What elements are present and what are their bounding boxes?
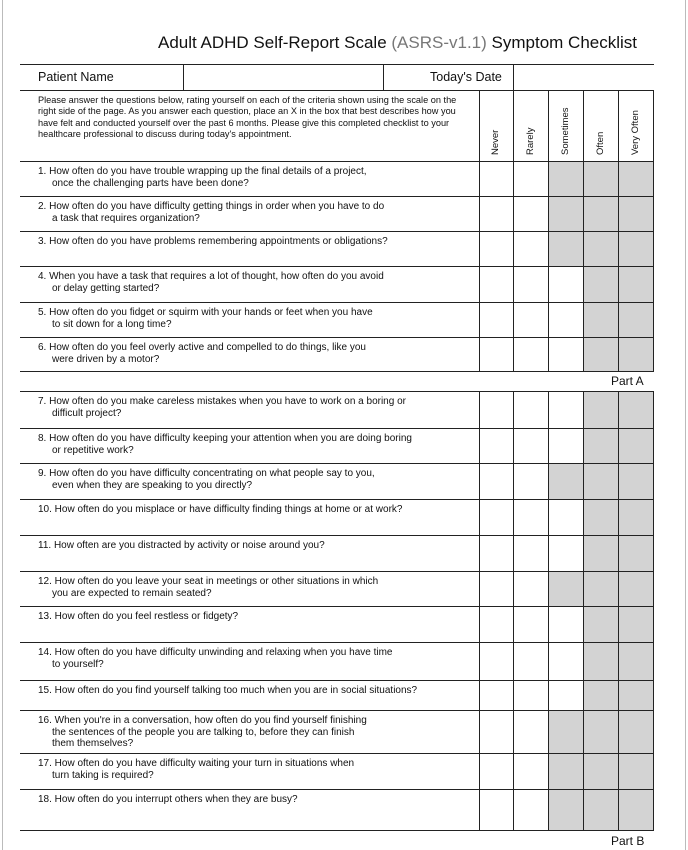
row-rule [20, 535, 654, 536]
answer-box-q16-often[interactable] [584, 711, 618, 753]
answer-box-q3-sometimes[interactable] [549, 232, 583, 266]
question-text-line: 17. How often do you have difficulty waiting your turn in situations when [38, 758, 355, 769]
answer-box-q13-very-often[interactable] [619, 607, 653, 642]
column-rule [583, 161, 584, 371]
question-text-line: difficult project? [52, 407, 122, 419]
row-rule [20, 789, 654, 790]
answer-box-q9-often[interactable] [584, 464, 618, 499]
answer-box-q18-rarely[interactable] [514, 790, 548, 830]
page-title: Adult ADHD Self-Report Scale (ASRS-v1.1) Symptom Checklist [158, 33, 638, 52]
column-rule [653, 391, 654, 830]
question-15 [38, 685, 468, 697]
question-text-line: 2. How often do you have difficulty getting things in order when you have to do [38, 201, 385, 212]
answer-box-q4-sometimes[interactable] [549, 267, 583, 302]
question-6 [38, 342, 468, 365]
answer-box-q13-never[interactable] [480, 607, 513, 642]
column-header-sometimes: Sometimes [559, 107, 571, 155]
answer-box-q9-sometimes[interactable] [549, 464, 583, 499]
answer-box-q13-rarely[interactable] [514, 607, 548, 642]
answer-box-q4-very-often[interactable] [619, 267, 653, 302]
question-text-line: 3. How often do you have problems remembering appointments or obligations? [38, 236, 388, 247]
todays-date-label: Today's Date [430, 70, 502, 84]
answer-box-q18-never[interactable] [480, 790, 513, 830]
question-text-line: even when they are speaking to you directly? [52, 479, 253, 491]
answer-box-q5-sometimes[interactable] [549, 303, 583, 337]
answer-box-q2-very-often[interactable] [619, 197, 653, 231]
answer-box-q1-sometimes[interactable] [549, 162, 583, 196]
row-rule [20, 642, 654, 643]
question-text-line: 16. When you're in a conversation, how often do you find yourself finishing [38, 715, 367, 726]
answer-box-q10-often[interactable] [584, 500, 618, 535]
question-3 [38, 236, 468, 248]
answer-box-q7-often[interactable] [584, 392, 618, 428]
answer-box-q17-never[interactable] [480, 754, 513, 789]
question-11 [38, 540, 468, 552]
row-rule [20, 753, 654, 754]
answer-box-q16-rarely[interactable] [514, 711, 548, 753]
row-rule [20, 680, 654, 681]
answer-box-q15-never[interactable] [480, 681, 513, 710]
answer-box-q3-very-often[interactable] [619, 232, 653, 266]
row-rule [20, 606, 654, 607]
question-1 [38, 166, 468, 189]
answer-box-q7-sometimes[interactable] [549, 392, 583, 428]
answer-box-q12-never[interactable] [480, 572, 513, 606]
answer-box-q17-often[interactable] [584, 754, 618, 789]
column-rule [618, 391, 619, 830]
instructions-text: Please answer the questions below, rating yourself on each of the criteria shown using the scale on the right side of the page. As you answer each question, place an X in the box that best describes how you have felt and conducted yourself over the past 6 months. Please give this completed checklist to your healthcare professional to discuss during today's appointment. [38, 95, 457, 139]
row-rule [20, 196, 654, 197]
question-12 [38, 576, 468, 599]
part-b-bottom-rule [20, 830, 654, 831]
answer-box-q2-never[interactable] [480, 197, 513, 231]
question-text-line: 13. How often do you feel restless or fidgety? [38, 611, 239, 622]
row-rule [20, 266, 654, 267]
answer-box-q11-never[interactable] [480, 536, 513, 571]
column-rule [653, 161, 654, 371]
answer-box-q2-sometimes[interactable] [549, 197, 583, 231]
question-10 [38, 504, 468, 516]
answer-box-q12-often[interactable] [584, 572, 618, 606]
column-rule [583, 391, 584, 830]
part-a-label: Part A [611, 374, 644, 388]
answer-box-q3-rarely[interactable] [514, 232, 548, 266]
answer-box-q12-sometimes[interactable] [549, 572, 583, 606]
row-rule [20, 499, 654, 500]
column-rule [618, 90, 619, 161]
answer-box-q11-rarely[interactable] [514, 536, 548, 571]
question-text-line: 12. How often do you leave your seat in meetings or other situations in which [38, 576, 379, 587]
todays-date-field[interactable] [515, 65, 653, 89]
question-text-line: the sentences of the people you are talking to, before they can finish [52, 726, 355, 738]
title-version: (ASRS-v1.1) [391, 33, 487, 52]
question-text-line: 10. How often do you misplace or have difficulty finding things at home or at work? [38, 504, 403, 515]
column-rule [618, 161, 619, 371]
answer-box-q2-rarely[interactable] [514, 197, 548, 231]
answer-box-q17-rarely[interactable] [514, 754, 548, 789]
answer-box-q6-never[interactable] [480, 338, 513, 371]
column-rule [583, 90, 584, 161]
column-rule [479, 161, 480, 371]
answer-box-q8-rarely[interactable] [514, 429, 548, 463]
column-header-rarely: Rarely [524, 127, 536, 155]
answer-box-q5-never[interactable] [480, 303, 513, 337]
answer-box-q15-very-often[interactable] [619, 681, 653, 710]
question-text-line: 15. How often do you find yourself talking too much when you are in social situations? [38, 685, 418, 696]
column-rule [513, 391, 514, 830]
answer-box-q7-never[interactable] [480, 392, 513, 428]
answer-box-q15-rarely[interactable] [514, 681, 548, 710]
question-text-line: turn taking is required? [52, 769, 154, 781]
answer-box-q9-never[interactable] [480, 464, 513, 499]
answer-box-q3-often[interactable] [584, 232, 618, 266]
answer-box-q16-never[interactable] [480, 711, 513, 753]
answer-box-q10-sometimes[interactable] [549, 500, 583, 535]
column-header-often: Often [594, 131, 606, 155]
column-rule [653, 90, 654, 161]
answer-box-q18-sometimes[interactable] [549, 790, 583, 830]
row-rule [20, 463, 654, 464]
answer-box-q18-often[interactable] [584, 790, 618, 830]
question-text-line: were driven by a motor? [52, 353, 160, 365]
answer-box-q5-very-often[interactable] [619, 303, 653, 337]
column-rule [479, 90, 480, 161]
column-rule [513, 90, 514, 161]
question-17 [38, 758, 468, 781]
answer-box-q1-often[interactable] [584, 162, 618, 196]
question-5 [38, 307, 468, 330]
answer-box-q14-sometimes[interactable] [549, 643, 583, 680]
question-text-line: 8. How often do you have difficulty keeping your attention when you are doing boring [38, 433, 412, 444]
answer-box-q4-rarely[interactable] [514, 267, 548, 302]
answer-box-q14-never[interactable] [480, 643, 513, 680]
answer-box-q8-often[interactable] [584, 429, 618, 463]
question-13 [38, 611, 468, 623]
part-a-bottom-rule [20, 371, 654, 372]
answer-box-q14-rarely[interactable] [514, 643, 548, 680]
question-text-line: 7. How often do you make careless mistakes when you have to work on a boring or [38, 396, 406, 407]
question-text-line: or repetitive work? [52, 444, 134, 456]
column-header-very-often: Very Often [629, 110, 641, 155]
answer-box-q5-rarely[interactable] [514, 303, 548, 337]
answer-box-q6-often[interactable] [584, 338, 618, 371]
answer-box-q13-sometimes[interactable] [549, 607, 583, 642]
question-text-line: 18. How often do you interrupt others when they are busy? [38, 794, 298, 805]
column-rule [548, 161, 549, 371]
answer-box-q9-very-often[interactable] [619, 464, 653, 499]
answer-box-q15-often[interactable] [584, 681, 618, 710]
answer-box-q7-rarely[interactable] [514, 392, 548, 428]
answer-box-q1-never[interactable] [480, 162, 513, 196]
answer-box-q8-very-often[interactable] [619, 429, 653, 463]
answer-box-q9-rarely[interactable] [514, 464, 548, 499]
answer-box-q8-never[interactable] [480, 429, 513, 463]
row-rule [20, 337, 654, 338]
answer-box-q18-very-often[interactable] [619, 790, 653, 830]
answer-box-q13-often[interactable] [584, 607, 618, 642]
answer-box-q4-never[interactable] [480, 267, 513, 302]
patient-name-label: Patient Name [38, 70, 114, 84]
column-rule [479, 391, 480, 830]
question-text-line: 9. How often do you have difficulty concentrating on what people say to you, [38, 468, 375, 479]
answer-box-q11-very-often[interactable] [619, 536, 653, 571]
answer-box-q12-rarely[interactable] [514, 572, 548, 606]
row-rule [20, 428, 654, 429]
answer-box-q8-sometimes[interactable] [549, 429, 583, 463]
question-text-line: to sit down for a long time? [52, 318, 172, 330]
column-rule [513, 161, 514, 371]
answer-box-q17-very-often[interactable] [619, 754, 653, 789]
question-text-line: to yourself? [52, 658, 104, 670]
question-text-line: 4. When you have a task that requires a lot of thought, how often do you avoid [38, 271, 384, 282]
question-18 [38, 794, 468, 806]
column-rule [548, 391, 549, 830]
question-text-line: once the challenging parts have been done? [52, 177, 249, 189]
answer-box-q16-very-often[interactable] [619, 711, 653, 753]
answer-box-q3-never[interactable] [480, 232, 513, 266]
question-7 [38, 396, 468, 419]
question-8 [38, 433, 468, 456]
answer-box-q1-very-often[interactable] [619, 162, 653, 196]
question-16 [38, 715, 468, 750]
patient-name-field[interactable] [185, 65, 382, 89]
question-2 [38, 201, 468, 224]
answer-box-q7-very-often[interactable] [619, 392, 653, 428]
answer-box-q14-often[interactable] [584, 643, 618, 680]
answer-box-q10-very-often[interactable] [619, 500, 653, 535]
question-text-line: 5. How often do you fidget or squirm with your hands or feet when you have [38, 307, 373, 318]
question-text-line: 1. How often do you have trouble wrapping up the final details of a project, [38, 166, 367, 177]
question-text-line: 14. How often do you have difficulty unwinding and relaxing when you have time [38, 647, 393, 658]
question-text-line: or delay getting started? [52, 282, 160, 294]
answer-box-q11-sometimes[interactable] [549, 536, 583, 571]
answer-box-q6-rarely[interactable] [514, 338, 548, 371]
answer-box-q12-very-often[interactable] [619, 572, 653, 606]
answer-box-q17-sometimes[interactable] [549, 754, 583, 789]
answer-box-q10-never[interactable] [480, 500, 513, 535]
answer-box-q1-rarely[interactable] [514, 162, 548, 196]
row-rule [20, 302, 654, 303]
answer-box-q6-very-often[interactable] [619, 338, 653, 371]
answer-box-q5-often[interactable] [584, 303, 618, 337]
question-text-line: them themselves? [52, 738, 134, 749]
answer-box-q15-sometimes[interactable] [549, 681, 583, 710]
answer-box-q6-sometimes[interactable] [549, 338, 583, 371]
answer-box-q10-rarely[interactable] [514, 500, 548, 535]
part-b-label: Part B [611, 834, 645, 848]
column-rule [548, 90, 549, 161]
question-9 [38, 468, 468, 491]
answer-box-q2-often[interactable] [584, 197, 618, 231]
answer-box-q11-often[interactable] [584, 536, 618, 571]
question-text-line: a task that requires organization? [52, 212, 200, 224]
question-4 [38, 271, 468, 294]
answer-box-q16-sometimes[interactable] [549, 711, 583, 753]
question-text-line: 11. How often are you distracted by activity or noise around you? [38, 540, 325, 551]
question-text-line: you are expected to remain seated? [52, 587, 212, 599]
column-header-never: Never [490, 129, 501, 155]
row-rule [20, 231, 654, 232]
answer-box-q4-often[interactable] [584, 267, 618, 302]
question-14 [38, 647, 468, 670]
row-rule [20, 571, 654, 572]
question-text-line: 6. How often do you feel overly active and compelled to do things, like you [38, 342, 366, 353]
answer-box-q14-very-often[interactable] [619, 643, 653, 680]
row-rule [20, 710, 654, 711]
